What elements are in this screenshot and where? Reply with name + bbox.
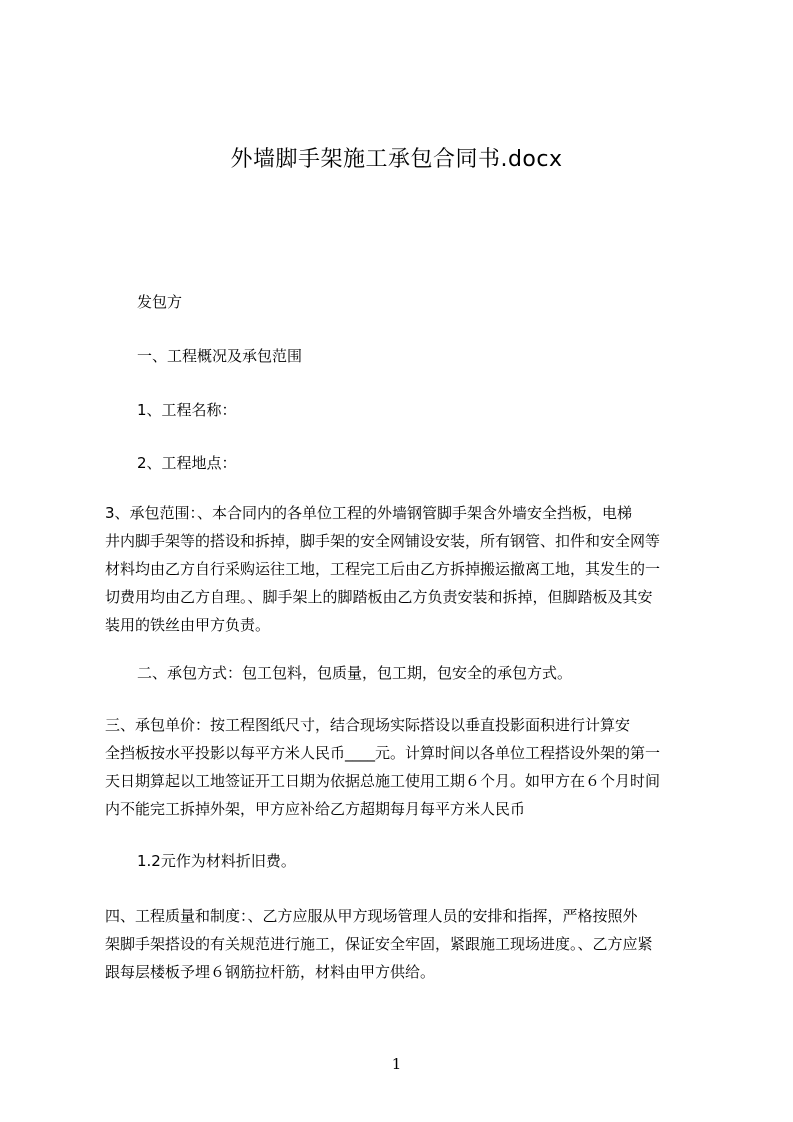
scope-line: 切费用均由乙方自理。、脚手架上的脚踏板由乙方负责安装和拆掉，但脚踏板及其安 [105,588,653,606]
section-2-paragraph: 二、承包方式：包工包料，包质量，包工期，包安全的承包方式。 [137,664,573,682]
project-name-item: 1、工程名称： [137,401,237,419]
section-heading-1: 一、工程概况及承包范围 [137,347,303,365]
scope-line: 材料均由乙方自行采购运往工地，工程完工后由乙方拆掉搬运撤离工地，其发生的一 [105,560,661,578]
party-label: 发包方 [137,293,183,311]
section-3-paragraph [105,711,705,823]
scope-line: 3、承包范围：、本合同内的各单位工程的外墙钢管脚手架含外墙安全挡板，电梯 [105,504,633,522]
scope-line: 井内脚手架等的搭设和拆掉，脚手架的安全网铺设安装，所有钢管、扣件和安全网等 [105,532,661,550]
scope-line: 装用的铁丝由甲方负责。 [105,616,271,634]
section-4-line: 架脚手架搭设的有关规范进行施工，保证安全牢固，紧跟施工现场进度。、乙方应紧 [105,935,653,953]
section-4-paragraph [105,902,705,986]
page-number: 1 [391,1055,402,1073]
project-location-item: 2、工程地点： [137,454,237,472]
section-3-line: 内不能完工拆掉外架，甲方应补给乙方超期每月每平方米人民币 [105,800,526,818]
section-3-line: 全挡板按水平投影以每平方米人民币____元。计算时间以各单位工程搭设外架的第一 [105,744,661,762]
document-title: 外墙脚手架施工承包合同书.docx [230,147,563,172]
depreciation-line: 1.2元作为材料折旧费。 [137,852,296,870]
section-3-line: 三、承包单价：按工程图纸尺寸，结合现场实际搭设以垂直投影面积进行计算安 [105,716,631,734]
section-4-line: 四、工程质量和制度：、乙方应服从甲方现场管理人员的安排和指挥，严格按照外 [105,907,638,925]
section-4-line: 跟每层楼板予埋６钢筋拉杆筋，材料由甲方供给。 [105,963,436,981]
section-3-line: 天日期算起以工地签证开工日期为依据总施工使用工期６个月。如甲方在６个月时间 [105,772,661,790]
scope-paragraph [105,499,705,639]
